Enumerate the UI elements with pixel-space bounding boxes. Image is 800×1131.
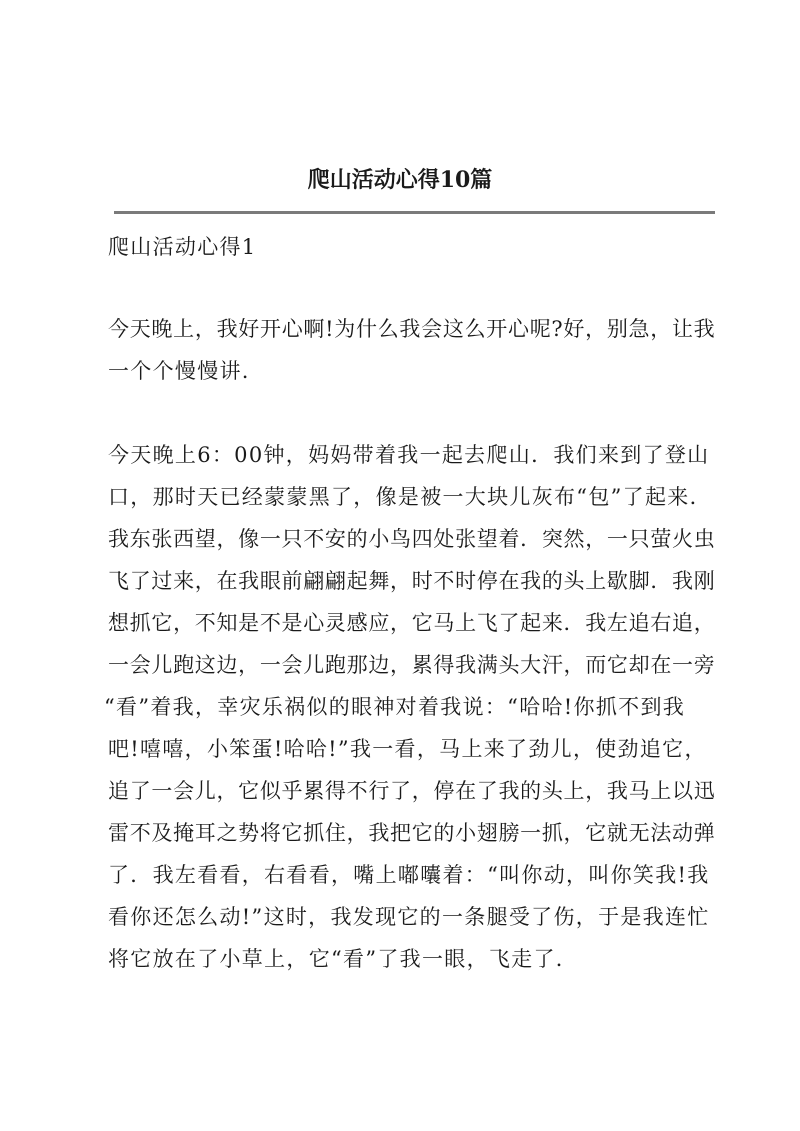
text-line: 了．我左看看，右看看，嘴上嘟囔着：“叫你动，叫你笑我!我 bbox=[108, 863, 710, 887]
text-line: 吧!嘻嘻，小笨蛋!哈哈!”我一看，马上来了劲儿，使劲追它， bbox=[108, 737, 707, 761]
text-line: “看”着我，幸灾乐祸似的眼神对着我说：“哈哈!你抓不到我 bbox=[104, 695, 686, 719]
text-line: 看你还怎么动!”这时，我发现它的一条腿受了伤，于是我连忙 bbox=[108, 905, 710, 929]
text-line: 口，那时天已经蒙蒙黑了，像是被一大块儿灰布“包”了起来． bbox=[108, 485, 712, 509]
document-title: 爬山活动心得10篇 bbox=[307, 167, 493, 193]
text-line: 一会儿跑这边，一会儿跑那边，累得我满头大汗，而它却在一旁 bbox=[108, 653, 716, 677]
text-line: 追了一会儿，它似乎累得不行了，停在了我的头上，我马上以迅 bbox=[108, 779, 716, 803]
text-line: 将它放在了小草上，它“看”了我一眼，飞走了． bbox=[108, 947, 579, 971]
text-line: 一个个慢慢讲. bbox=[108, 359, 250, 383]
section-heading: 爬山活动心得1 bbox=[108, 235, 257, 259]
text-line: 今天晚上6：00钟，妈妈带着我一起去爬山．我们来到了登山 bbox=[108, 443, 710, 467]
title-divider bbox=[114, 211, 715, 214]
text-line: 我东张西望，像一只不安的小鸟四处张望着．突然，一只萤火虫 bbox=[108, 527, 716, 551]
text-line: 雷不及掩耳之势将它抓住，我把它的小翅膀一抓，它就无法动弹 bbox=[108, 821, 716, 845]
text-line: 想抓它，不知是不是心灵感应，它马上飞了起来．我左追右追， bbox=[108, 611, 716, 635]
text-line: 今天晚上，我好开心啊!为什么我会这么开心呢?好，别急，让我 bbox=[108, 317, 716, 341]
text-line: 飞了过来，在我眼前翩翩起舞，时不时停在我的头上歇脚．我刚 bbox=[108, 569, 716, 593]
